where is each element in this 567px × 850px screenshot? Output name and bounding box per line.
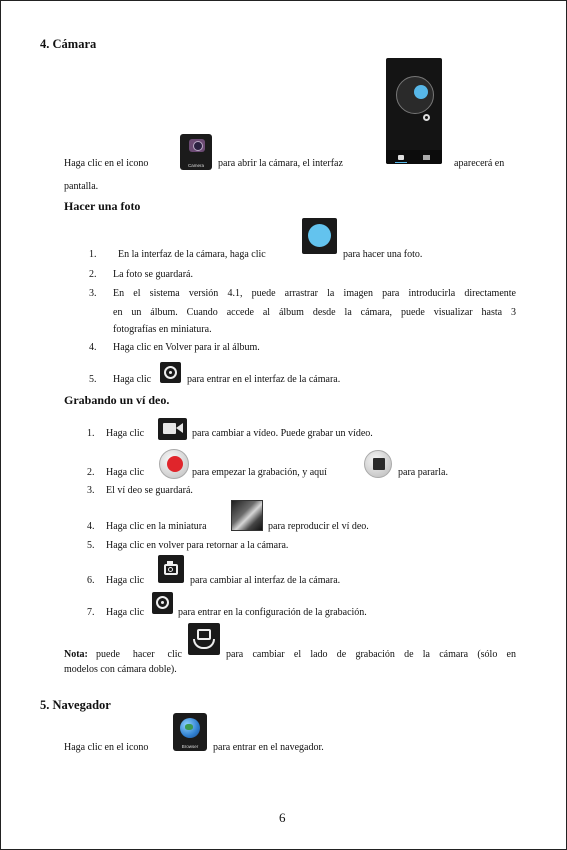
- switch-camera-icon: [188, 623, 220, 655]
- note-after: para cambiar el lado de grabación de la cámara (sólo en: [226, 649, 516, 660]
- photo-item-3-line-1: En el sistema versión 4.1, puede arrastrar la imagen para introducirla directamente: [113, 288, 516, 299]
- video-item-4-num: 4.: [87, 521, 95, 532]
- note-before: puede hacer clic: [96, 649, 182, 660]
- photo-item-1-after: para hacer una foto.: [343, 249, 423, 260]
- settings-gear-icon: [160, 362, 181, 383]
- video-item-4-after: para reproducir el ví deo.: [268, 521, 369, 532]
- photo-item-2-text: La foto se guardará.: [113, 269, 193, 280]
- note-label: Nota:: [64, 649, 88, 660]
- video-item-5-text: Haga clic en volver para retornar a la cámara.: [106, 540, 289, 551]
- stop-button-icon: [364, 450, 392, 478]
- video-item-6-after: para cambiar al interfaz de la cámara.: [190, 575, 341, 586]
- photo-item-1-before: En la interfaz de la cámara, haga clic: [118, 249, 266, 260]
- intro-text-after: aparecerá en: [454, 158, 505, 169]
- photo-item-4-text: Haga clic en Volver para ir al álbum.: [113, 342, 260, 353]
- video-camera-icon: [158, 418, 187, 440]
- camera-interface-icon: [386, 58, 442, 164]
- video-item-7-before: Haga clic: [106, 607, 145, 618]
- intro-text-cont: pantalla.: [64, 181, 99, 192]
- browser-text-before: Haga clic en el icono: [64, 742, 149, 753]
- video-item-2-num: 2.: [87, 467, 95, 478]
- record-button-icon: [159, 449, 189, 479]
- video-item-6-num: 6.: [87, 575, 95, 586]
- photo-camera-icon: [158, 555, 184, 583]
- video-heading: Grabando un ví deo.: [64, 393, 170, 407]
- video-item-1-num: 1.: [87, 428, 95, 439]
- video-item-5-num: 5.: [87, 540, 95, 551]
- photo-item-2-num: 2.: [89, 269, 97, 280]
- video-settings-gear-icon: [152, 592, 173, 614]
- camera-app-icon-label: Camera: [187, 163, 204, 168]
- photo-heading: Hacer una foto: [64, 199, 141, 213]
- video-item-6-before: Haga clic: [106, 575, 145, 586]
- photo-item-5-before: Haga clic: [113, 374, 152, 385]
- photo-item-3-line-3: fotografías en miniatura.: [113, 324, 212, 335]
- photo-item-4-num: 4.: [89, 342, 97, 353]
- video-item-2-before: Haga clic: [106, 467, 145, 478]
- browser-app-icon: [173, 713, 207, 751]
- video-item-1-after: para cambiar a vídeo. Puede grabar un vídeo.: [192, 428, 373, 439]
- photo-item-3-line-2: en un álbum. Cuando accede al álbum desde la cámara, puede visualizar hasta 3: [113, 307, 516, 318]
- shutter-button-icon: [302, 218, 337, 254]
- camera-app-icon: [180, 134, 212, 170]
- intro-text-before: Haga clic en el icono: [64, 158, 149, 169]
- photo-item-3-num: 3.: [89, 288, 97, 299]
- video-item-7-num: 7.: [87, 607, 95, 618]
- photo-item-5-num: 5.: [89, 374, 97, 385]
- video-item-4-before: Haga clic en la miniatura: [106, 521, 207, 532]
- video-item-3-text: El ví deo se guardará.: [106, 485, 193, 496]
- note-cont: modelos con cámara doble).: [64, 664, 177, 675]
- intro-text-middle: para abrir la cámara, el interfaz: [218, 158, 343, 169]
- video-item-7-after: para entrar en la configuración de la grabación.: [178, 607, 367, 618]
- browser-text-after: para entrar en el navegador.: [213, 742, 324, 753]
- section-title-camera: 4. Cámara: [40, 37, 97, 51]
- browser-app-icon-label: Browser: [181, 744, 199, 749]
- video-thumbnail-image: [231, 500, 263, 531]
- photo-item-1-num: 1.: [89, 249, 97, 260]
- page-number: 6: [279, 810, 286, 825]
- video-item-3-num: 3.: [87, 485, 95, 496]
- video-item-2-middle: para empezar la grabación, y aquí: [192, 467, 327, 478]
- video-item-2-after: para pararla.: [398, 467, 448, 478]
- video-item-1-before: Haga clic: [106, 428, 145, 439]
- photo-item-5-after: para entrar en el interfaz de la cámara.: [187, 374, 341, 385]
- section-title-browser: 5. Navegador: [40, 698, 111, 712]
